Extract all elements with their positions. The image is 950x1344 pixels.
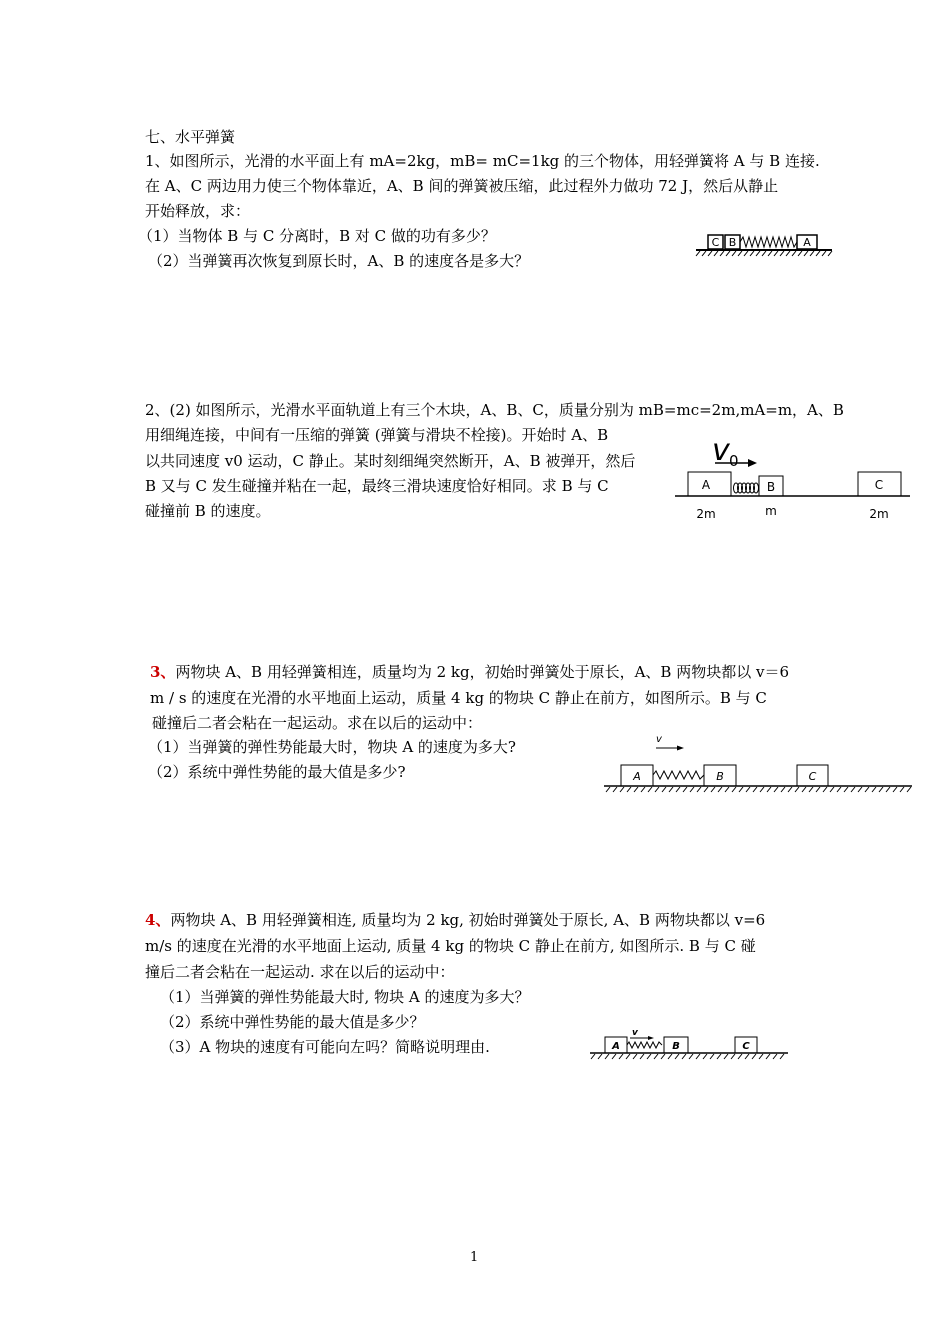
problem-4-number: 4、 xyxy=(145,911,171,929)
mass-c-label: 2m xyxy=(869,507,889,521)
spring xyxy=(740,237,797,247)
velocity-label: v xyxy=(656,734,662,745)
problem-3-figure xyxy=(604,728,916,798)
problem-4-line-1: 4、两物块 A、B 用轻弹簧相连, 质量均为 2 kg, 初始时弹簧处于原长, A、B 两物块都以 v=6 xyxy=(145,911,766,929)
compressed-spring xyxy=(734,483,759,493)
problem-1-question-2: （2）当弹簧再次恢复到原长时，A、B 的速度各是多大？ xyxy=(148,252,530,270)
problem-4-line-2: m/s 的速度在光滑的水平地面上运动, 质量 4 kg 的物块 C 静止在前方, 如图所示. B 与 C 碰 xyxy=(145,937,756,955)
problem-1-line-2: 在 A、C 两边用力使三个物体靠近，A、B 间的弹簧被压缩，此过程外力做功 72 J，然后从静止 xyxy=(145,177,779,195)
problem-2-line-2: 用细绳连接，中间有一压缩的弹簧 (弹簧与滑块不栓接)。开始时 A、B xyxy=(145,426,609,444)
problem-2-line-3: 以共同速度 v0 运动，C 静止。某时刻细绳突然断开，A、B 被弹开，然后 xyxy=(145,452,636,470)
block-b-label: B xyxy=(716,770,724,783)
block-c-label: C xyxy=(808,770,817,783)
problem-4-figure xyxy=(588,1026,794,1062)
block-b-label: B xyxy=(672,1041,680,1052)
block-a-label: A xyxy=(803,236,811,249)
velocity-label: v xyxy=(632,1028,638,1038)
problem-1-line-3: 开始释放，求： xyxy=(145,202,251,220)
problem-4-question-1: （1）当弹簧的弹性势能最大时, 物块 A 的速度为多大？ xyxy=(160,988,530,1006)
block-a-label: A xyxy=(633,770,641,783)
mass-a-label: 2m xyxy=(696,507,716,521)
problem-2-line-4: B 又与 C 发生碰撞并粘在一起，最终三滑块速度恰好相同。求 B 与 C xyxy=(145,477,609,495)
velocity-label: v xyxy=(712,433,730,468)
problem-4-question-3: （3）A 物块的速度有可能向左吗？简略说明理由. xyxy=(160,1038,490,1056)
problem-1-figure xyxy=(690,228,840,264)
block-c-label: C xyxy=(742,1041,750,1052)
problem-2-line-5: 碰撞前 B 的速度。 xyxy=(145,502,271,520)
page-number: 1 xyxy=(470,1250,479,1265)
velocity-arrowhead xyxy=(648,1036,654,1040)
problem-4-line-3: 撞后二者会粘在一起运动. 求在以后的运动中： xyxy=(145,963,455,981)
problem-4-question-2: （2）系统中弹性势能的最大值是多少？ xyxy=(160,1013,425,1031)
problem-3-question-2: （2）系统中弹性势能的最大值是多少? xyxy=(148,763,406,781)
block-b-label: B xyxy=(728,236,737,249)
problem-3-number: 3、 xyxy=(150,663,176,681)
problem-3-line-1: 3、两物块 A、B 用轻弹簧相连，质量均为 2 kg，初始时弹簧处于原长，A、B 两物块都以 v＝6 xyxy=(150,663,790,681)
block-a-label: A xyxy=(701,478,711,492)
problem-1-line-1: 1、如图所示，光滑的水平面上有 mA=2kg，mB= mC=1kg 的三个物体，用轻弹簧将 A 与 B 连接. xyxy=(145,152,820,170)
problem-3-line-2: m / s 的速度在光滑的水平地面上运动，质量 4 kg 的物块 C 静止在前方，如图所示。B 与 C xyxy=(150,689,767,707)
block-b-label: B xyxy=(766,480,776,494)
ground-hatch xyxy=(591,1054,784,1059)
spring xyxy=(653,771,704,779)
ground-hatch xyxy=(606,787,911,792)
block-c-label: C xyxy=(874,478,884,492)
block-c-label: C xyxy=(711,236,720,249)
problem-2-line-1: 2、(2) 如图所示，光滑水平面轨道上有三个木块，A、B、C，质量分别为 mB=mc=2m,mA=m，A、B xyxy=(145,401,844,419)
velocity-arrowhead xyxy=(677,746,684,751)
problem-3-line-3: 碰撞后二者会粘在一起运动。求在以后的运动中： xyxy=(152,714,483,732)
velocity-arrowhead xyxy=(748,459,757,467)
ground-hatch xyxy=(696,251,832,256)
mass-b-label: m xyxy=(765,504,777,518)
spring xyxy=(627,1042,662,1048)
problem-3-question-1: （1）当弹簧的弹性势能最大时，物块 A 的速度为多大? xyxy=(148,738,516,756)
section-title: 七、水平弹簧 xyxy=(145,128,236,146)
problem-1-question-1: （1）当物体 B 与 C 分离时，B 对 C 做的功有多少？ xyxy=(138,227,496,245)
velocity-subscript: 0 xyxy=(729,452,739,470)
block-a-label: A xyxy=(612,1041,620,1052)
problem-2-figure xyxy=(675,430,915,525)
